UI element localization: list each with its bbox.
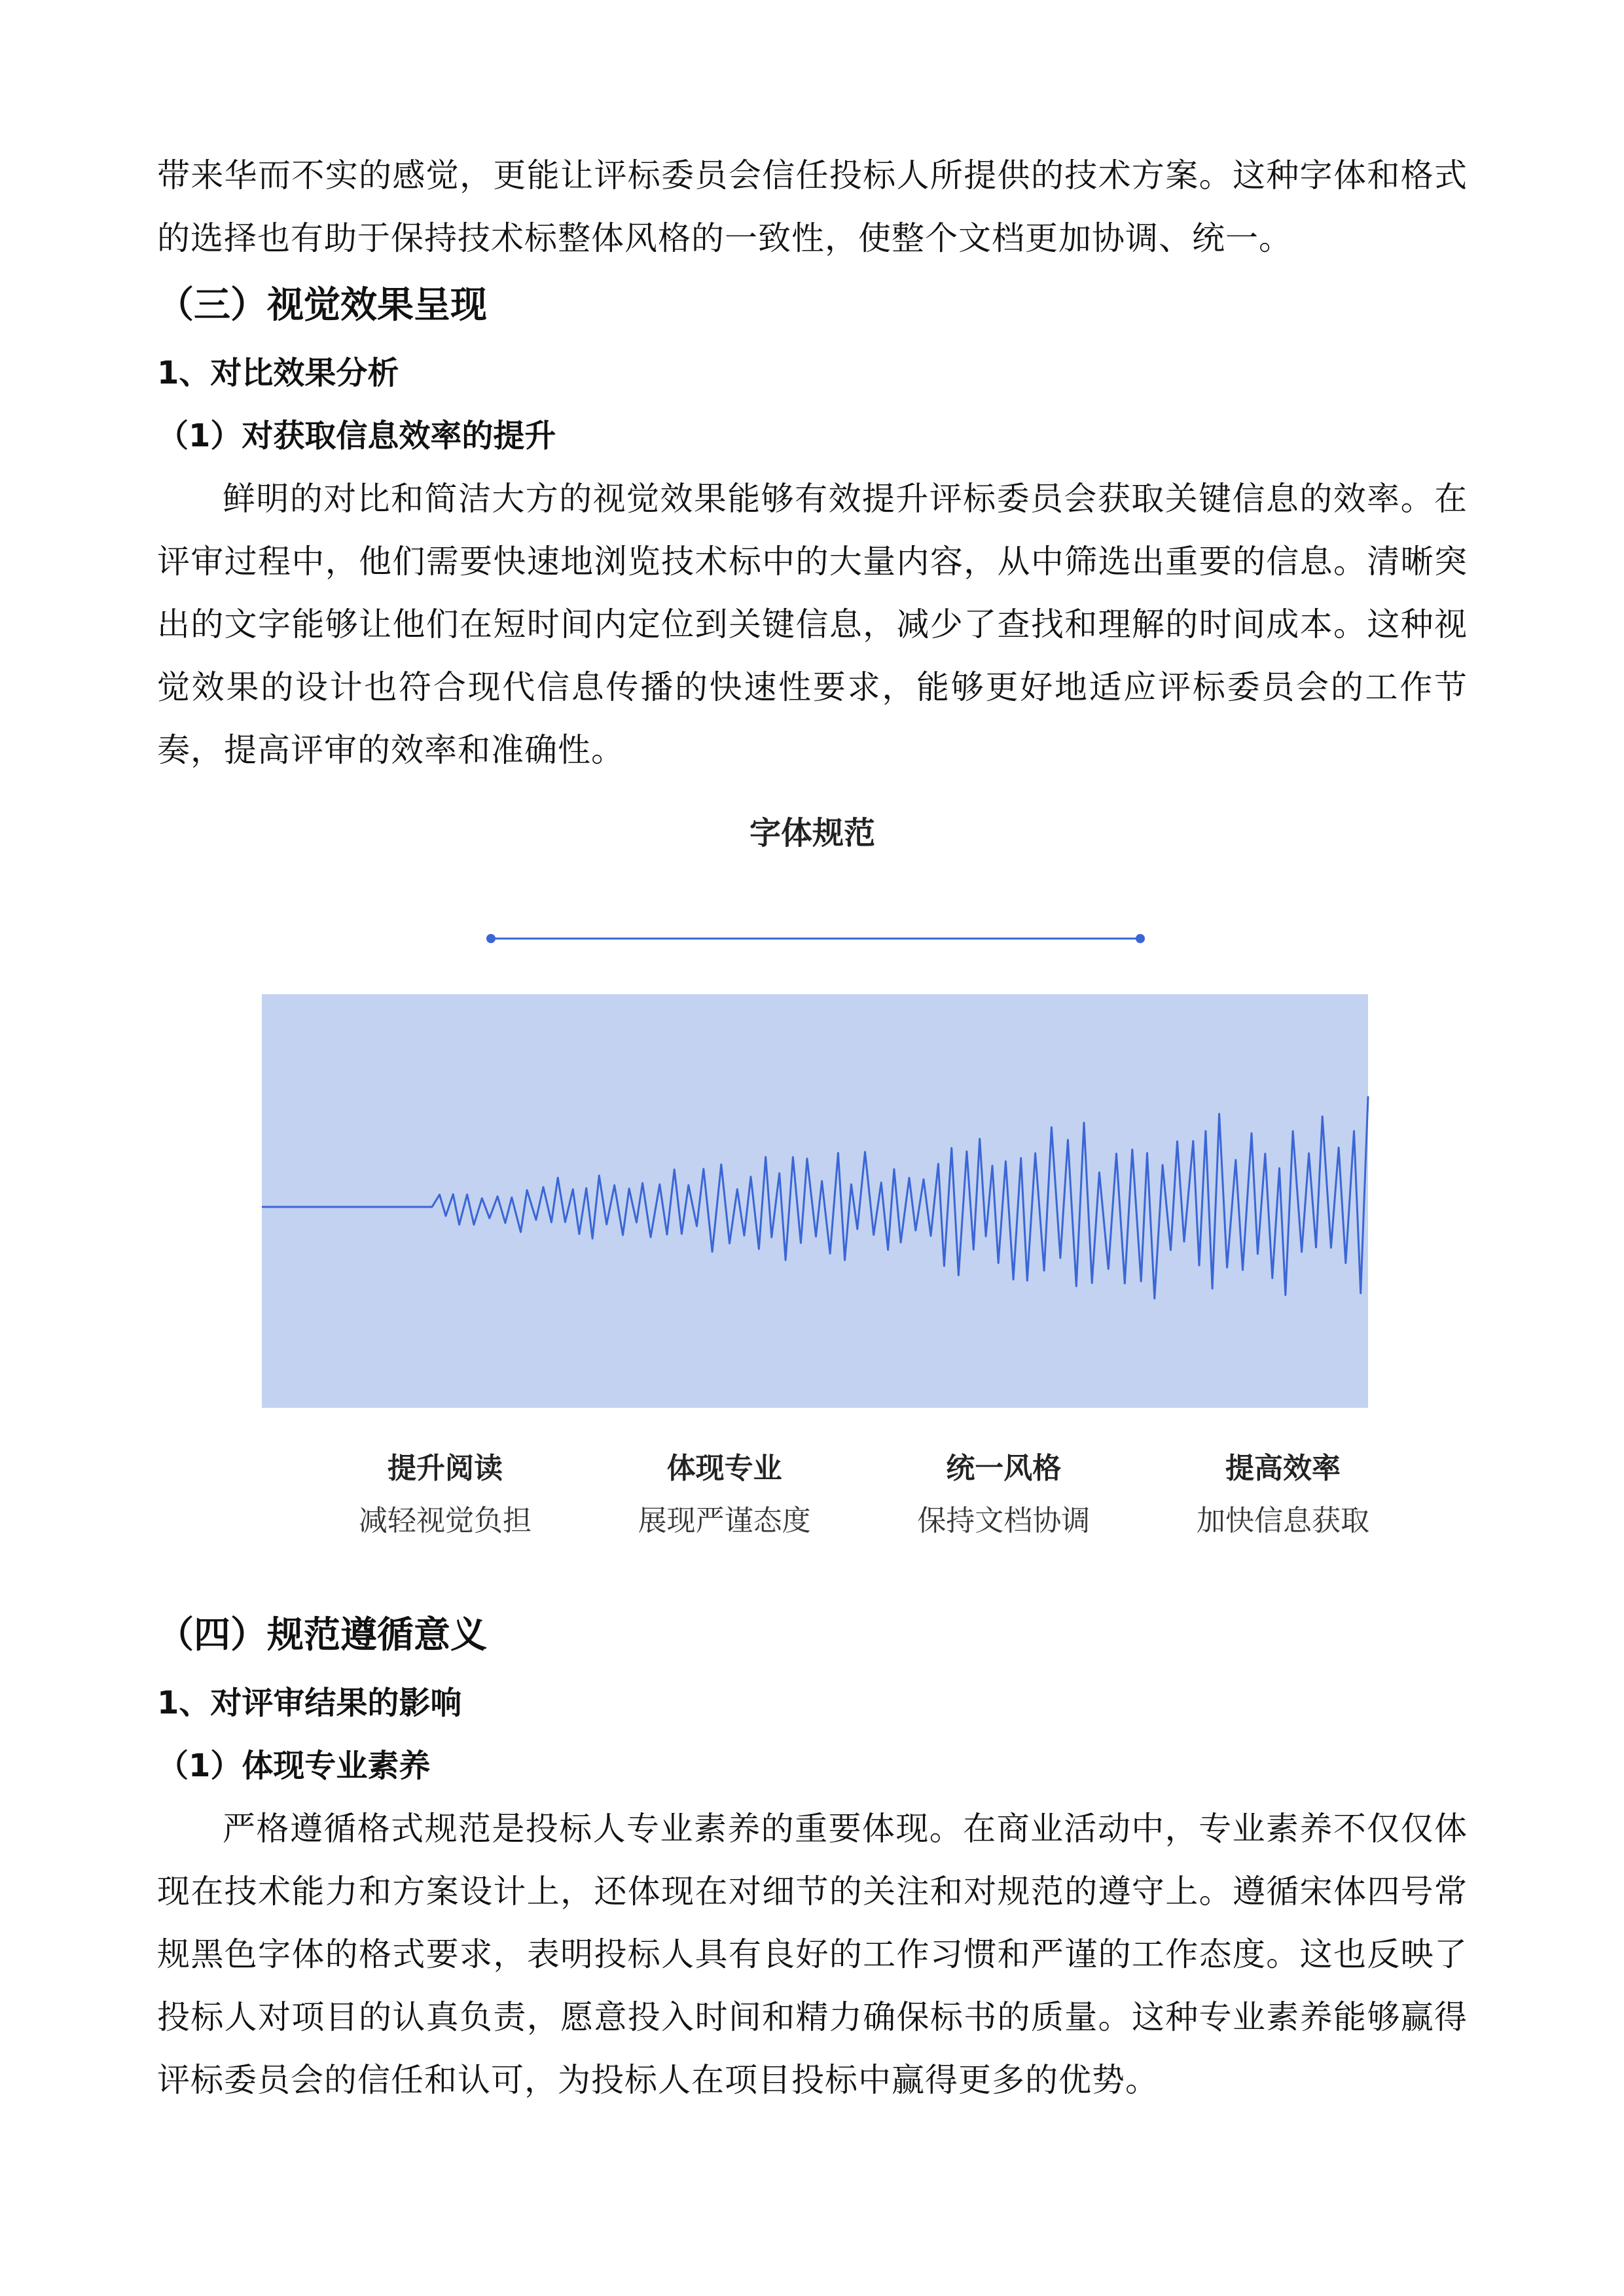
figure-divider-left-dot [486,934,496,943]
label-item-efficiency [1146,1443,1420,1547]
label-subtitle: 保持文档协调 [917,1504,1091,1537]
label-title: 提升阅读 [388,1452,503,1485]
figure-labels [308,1443,1420,1547]
label-subtitle: 展现严谨态度 [638,1504,811,1537]
section-3-subheading: 1、对比效果分析 [157,355,399,391]
section-4-paragraph: 严格遵循格式规范是投标人专业素养的重要体现。在商业活动中，专业素养不仅仅体现在技术能力和方案设计上，还体现在对细节的关注和对规范的遵守上。遵循宋体四号常规黑色字体的格式要求，表明投标人具有良好的工作习惯和严谨的工作态度。这也反映了投标人对项目的认真负责，愿意投入时间和精力确保标书的质量。这种专业素养能够赢得评标委员会的信任和认可，为投标人在项目投标中赢得更多的优势。 [157,1810,1468,2099]
section-4-subheading: 1、对评审结果的影响 [157,1685,462,1721]
figure-title: 字体规范 [749,815,875,852]
label-item-professional [587,1443,862,1547]
label-title: 体现专业 [666,1452,782,1485]
label-title: 统一风格 [946,1452,1062,1485]
label-subtitle: 加快信息获取 [1196,1504,1369,1537]
label-item-reading [308,1443,583,1547]
section-3-heading: （三）视觉效果呈现 [157,284,487,327]
figure-graphic [157,781,1468,1436]
label-title: 提高效率 [1225,1452,1341,1485]
section-4-heading: （四）规范遵循意义 [157,1614,487,1657]
intro-paragraph: 带来华而不实的感觉，更能让评标委员会信任投标人所提供的技术方案。这种字体和格式的选择也有助于保持技术标整体风格的一致性，使整个文档更加协调、统一。 [157,156,1468,257]
figure-divider-right-dot [1136,934,1145,943]
document-page [157,144,1468,2111]
label-subtitle: 减轻视觉负担 [359,1504,532,1537]
font-spec-figure [157,781,1468,1600]
label-item-style [866,1443,1141,1547]
section-4-subsubheading: （1）体现专业素养 [157,1748,431,1784]
section-3-paragraph: 鲜明的对比和简洁大方的视觉效果能够有效提升评标委员会获取关键信息的效率。在评审过程中，他们需要快速地浏览技术标中的大量内容，从中筛选出重要的信息。清晰突出的文字能够让他们在短时间内定位到关键信息，减少了查找和理解的时间成本。这种视觉效果的设计也符合现代信息传播的快速性要求，能够更好地适应评标委员会的工作节奏，提高评审的效率和准确性。 [157,480,1468,769]
section-3-subsubheading: （1）对获取信息效率的提升 [157,418,556,454]
